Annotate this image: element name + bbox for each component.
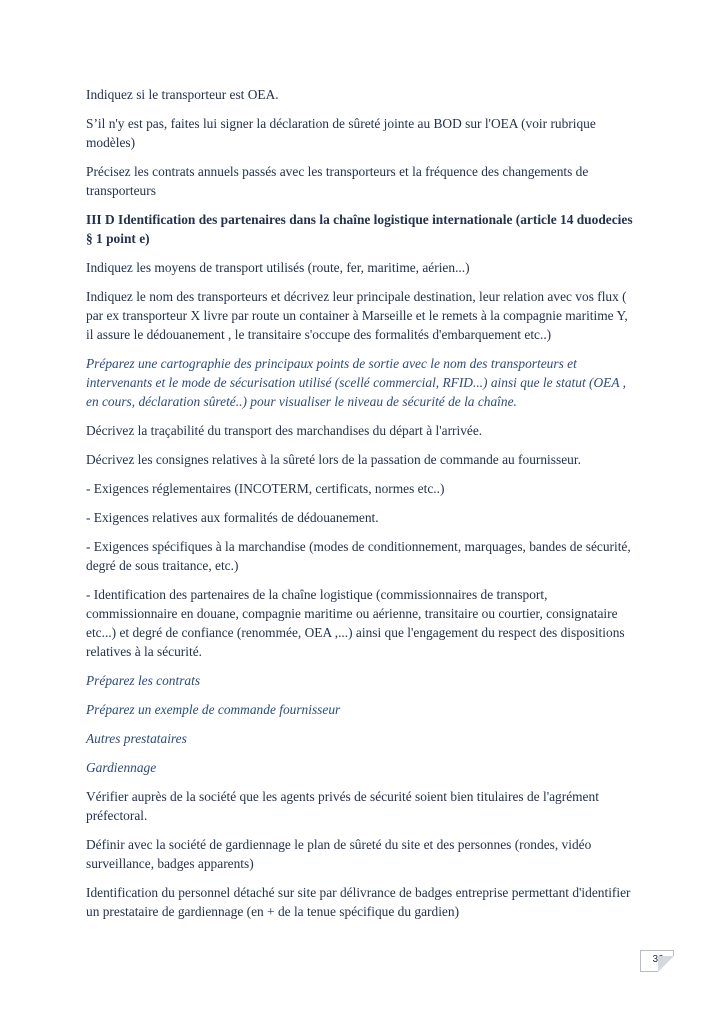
paragraph-order-instructions: Décrivez les consignes relatives à la sûreté lors de la passation de commande au fournisseur. (86, 452, 581, 467)
list-item-regulatory-requirements: - Exigences réglementaires (INCOTERM, certificats, normes etc..) (86, 481, 445, 496)
paragraph-define-safety-plan: Définir avec la société de gardiennage le plan de sûreté du site et des personnes (rondes, vidéo surveillance, badges apparents) (86, 837, 592, 871)
paragraph-staff-identification: Identification du personnel détaché sur site par délivrance de badges entreprise permettant d'identifier un prestataire de gardiennage (en + de la tenue spécifique du gardien) (86, 885, 631, 919)
list-item-partner-identification: - Identification des partenaires de la chaîne logistique (commissionnaires de transport, commissionnaire en douane, compagnie maritime ou aérienne, transitaire ou courtier, consignataire etc...) et degré de confiance (renommée, OEA ,...) ainsi que l'engagement du respect des dispositions relatives à la sécurité. (86, 587, 625, 659)
paragraph-oea-status: Indiquez si le transporteur est OEA. (86, 87, 279, 102)
paragraph-prepare-contracts: Préparez les contrats (86, 673, 201, 688)
page-fold-corner-icon (658, 956, 674, 972)
page-number-badge (640, 950, 674, 972)
paragraph-cartography: Préparez une cartographie des principaux points de sortie avec le nom des transporteurs et intervenants et le mode de sécurisation utilisé (scellé commercial, RFID...) ainsi que le statut (OEA , en cours, déclaration sûreté..) pour visualiser le niveau de sécurité de la chaîne. (86, 356, 626, 409)
paragraph-surete-declaration: S’il n'y est pas, faites lui signer la déclaration de sûreté jointe au BOD sur l'OEA (voir rubrique modèles) (86, 116, 596, 150)
section-heading-partners: III D Identification des partenaires dans la chaîne logistique internationale (article 14 duodecies § 1 point e) (86, 212, 633, 246)
paragraph-transport-means: Indiquez les moyens de transport utilisés (route, fer, maritime, aérien...) (86, 260, 470, 275)
paragraph-annual-contracts: Précisez les contrats annuels passés avec les transporteurs et la fréquence des changements de transporteurs (86, 164, 589, 198)
document-body (86, 85, 646, 931)
subheading-other-providers: Autres prestataires (86, 731, 187, 746)
list-item-customs-requirements: - Exigences relatives aux formalités de dédouanement. (86, 510, 379, 525)
list-item-goods-requirements: - Exigences spécifiques à la marchandise (modes de conditionnement, marquages, bandes de sécurité, degré de sous traitance, etc.) (86, 539, 631, 573)
paragraph-verify-agents: Vérifier auprès de la société que les agents privés de sécurité soient bien titulaires de l'agrément préfectoral. (86, 789, 599, 823)
page-number: 36 (652, 954, 664, 965)
paragraph-traceability: Décrivez la traçabilité du transport des marchandises du départ à l'arrivée. (86, 423, 483, 438)
subheading-guarding: Gardiennage (86, 760, 157, 775)
paragraph-carriers-description: Indiquez le nom des transporteurs et décrivez leur principale destination, leur relation avec vos flux ( par ex transporteur X livre par route un container à Marseille et le remets à la compagnie maritime Y, il assure le dédouanement , le transitaire s'occupe des formalités d'embarquement etc..) (86, 289, 628, 342)
paragraph-prepare-order-example: Préparez un exemple de commande fournisseur (86, 702, 341, 717)
